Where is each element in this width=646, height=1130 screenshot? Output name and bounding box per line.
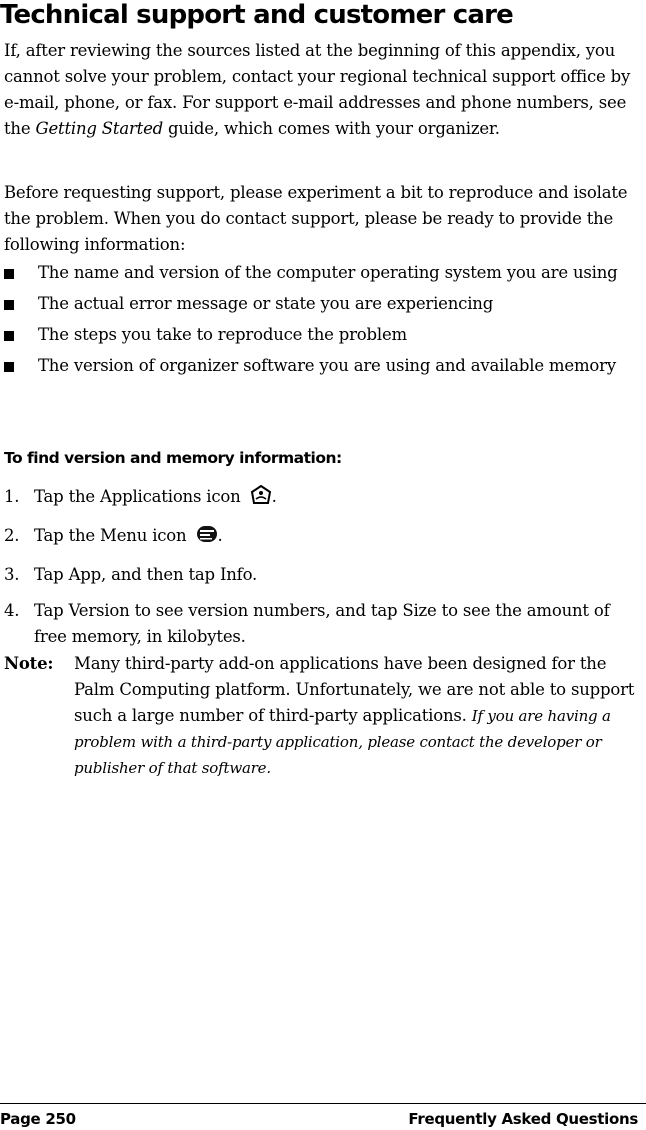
step-number: 1. bbox=[4, 487, 20, 506]
intro-text-end: guide, which comes with your organizer. bbox=[163, 119, 500, 138]
step-item bbox=[4, 523, 642, 552]
applications-icon bbox=[250, 485, 272, 513]
info-bullet-list bbox=[4, 260, 642, 384]
note-italic-text: If you are having a problem with a third-party application, please contact the developer or publisher of that software. bbox=[74, 707, 611, 777]
step-item bbox=[4, 598, 642, 650]
list-item-text: The actual error message or state you are experiencing bbox=[38, 294, 494, 313]
note-block bbox=[4, 651, 642, 781]
list-item bbox=[4, 322, 642, 348]
bullet-square-icon bbox=[4, 269, 14, 279]
step-suffix: . bbox=[217, 526, 223, 545]
intro-paragraph bbox=[4, 38, 642, 142]
footer-divider bbox=[0, 1103, 646, 1104]
step-text: Tap Version to see version numbers, and tap Size to see the amount of free memory, in kilobytes. bbox=[34, 601, 610, 646]
note-body bbox=[74, 651, 642, 781]
step-text: Tap the Applications icon bbox=[34, 487, 241, 506]
menu-icon bbox=[196, 524, 218, 552]
step-number: 4. bbox=[4, 601, 20, 620]
bullet-square-icon bbox=[4, 300, 14, 310]
list-item-text: The version of organizer software you are using and available memory bbox=[38, 356, 616, 375]
section-title: Frequently Asked Questions bbox=[408, 1110, 638, 1128]
bullet-square-icon bbox=[4, 331, 14, 341]
list-item bbox=[4, 353, 642, 379]
bullet-square-icon bbox=[4, 362, 14, 372]
before-support-paragraph: Before requesting support, please experiment a bit to reproduce and isolate the problem. When you do contact support, please be ready to provide the following information: bbox=[4, 183, 628, 254]
page-number: Page 250 bbox=[0, 1110, 76, 1128]
note-text: Many third-party add-on applications have been designed for the Palm Computing platform. Unfortunately, we are not able to support such a large number of third-party applications. bbox=[74, 654, 635, 725]
step-suffix: . bbox=[271, 487, 277, 506]
section-heading: Technical support and customer care bbox=[0, 0, 513, 30]
step-text: Tap App, and then tap Info. bbox=[34, 565, 258, 584]
list-item bbox=[4, 260, 642, 286]
step-item bbox=[4, 562, 642, 588]
step-number: 2. bbox=[4, 526, 20, 545]
step-text: Tap the Menu icon bbox=[34, 526, 187, 545]
list-item-text: The name and version of the computer operating system you are using bbox=[38, 263, 618, 282]
note-label: Note: bbox=[4, 654, 54, 673]
step-number: 3. bbox=[4, 565, 20, 584]
getting-started-title: Getting Started bbox=[35, 119, 164, 138]
step-item bbox=[4, 484, 642, 513]
intro-text-start: If, after reviewing the sources listed at the beginning of this appendix, you cannot solve your problem, contact your regional technical support office by e-mail, phone, or fax. For support e-mail addresses and phone numbers, see the bbox=[4, 41, 631, 138]
list-item-text: The steps you take to reproduce the problem bbox=[38, 325, 407, 344]
list-item bbox=[4, 291, 642, 317]
procedure-steps bbox=[4, 484, 642, 660]
procedure-subheading: To find version and memory information: bbox=[4, 449, 342, 467]
